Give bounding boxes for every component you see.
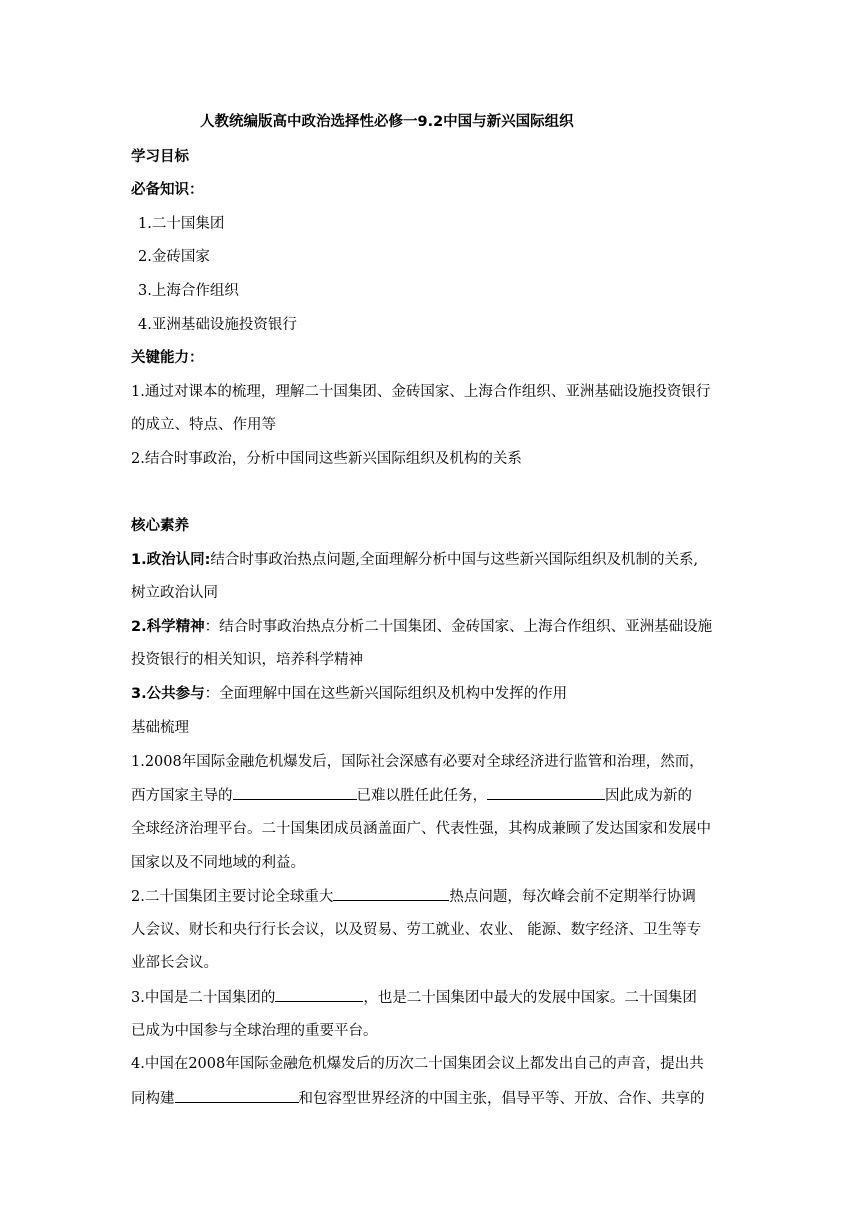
answer-blank[interactable] bbox=[275, 987, 363, 1002]
basics-heading: 基础梳理 bbox=[131, 720, 189, 736]
q3-line1 bbox=[131, 987, 731, 1008]
learning-goals-heading: 学习目标 bbox=[131, 149, 189, 165]
answer-blank[interactable] bbox=[333, 886, 449, 901]
q2-text-b: 热点问题，每次峰会前不定期举行协调 bbox=[449, 889, 696, 905]
q1-line1: 1.2008年国际金融危机爆发后，国际社会深感有必要对全球经济进行监管和治理，然而， bbox=[131, 754, 704, 770]
core-item-1-line2: 树立政治认同 bbox=[131, 585, 218, 601]
answer-blank[interactable] bbox=[233, 785, 357, 800]
knowledge-item: 4.亚洲基础设施投资银行 bbox=[138, 317, 297, 333]
abilities-heading: 关键能力： bbox=[131, 350, 204, 366]
core-item-2 bbox=[131, 617, 731, 637]
core-item-1-label: 1.政治认同: bbox=[131, 552, 211, 568]
core-item-2-label: 2.科学精神 bbox=[131, 619, 205, 635]
q1-line4: 国家以及不同地域的利益。 bbox=[131, 855, 305, 871]
answer-blank[interactable] bbox=[175, 1088, 299, 1103]
q2-line2: 人会议、财长和央行行长会议，以及贸易、劳工就业、农业、 能源、数字经济、卫生等专 bbox=[131, 922, 702, 938]
q1-text-b: 已难以胜任此任务， bbox=[356, 788, 487, 804]
q2-line1 bbox=[131, 886, 731, 907]
q1-text-a: 西方国家主导的 bbox=[131, 788, 233, 804]
core-item-1-text: 结合时事政治热点问题,全面理解分析中国与这些新兴国际组织及机制的关系, bbox=[210, 552, 699, 568]
core-literacy-heading: 核心素养 bbox=[131, 518, 189, 534]
q4-text-b: 和包容型世界经济的中国主张，倡导平等、开放、合作、共享的 bbox=[298, 1091, 705, 1107]
knowledge-item: 3.上海合作组织 bbox=[138, 283, 239, 299]
q3-text-b: ，也是二十国集团中最大的发展中国家。二十国集团 bbox=[363, 990, 697, 1006]
q3-line2: 已成为中国参与全球治理的重要平台。 bbox=[131, 1023, 378, 1039]
core-item-3-text: ：全面理解中国在这些新兴国际组织及机构中发挥的作用 bbox=[204, 686, 568, 702]
core-item-1 bbox=[131, 550, 731, 570]
q1-line3: 全球经济治理平台。二十国集团成员涵盖面广、代表性强，其构成兼顾了发达国家和发展中 bbox=[131, 821, 711, 837]
q4-line1: 4.中国在2008年国际金融危机爆发后的历次二十国集团会议上都发出自己的声音，提出共 bbox=[131, 1056, 704, 1072]
core-item-2-line2: 投资银行的相关知识，培养科学精神 bbox=[131, 652, 363, 668]
q1-line2 bbox=[131, 785, 731, 806]
knowledge-item: 2.金砖国家 bbox=[138, 249, 210, 265]
ability-item-1-line1: 1.通过对课本的梳理，理解二十国集团、金砖国家、上海合作组织、亚洲基础设施投资银行 bbox=[131, 384, 711, 400]
knowledge-item: 1.二十国集团 bbox=[138, 216, 225, 232]
answer-blank[interactable] bbox=[487, 785, 605, 800]
core-item-3 bbox=[131, 684, 731, 704]
q2-line3: 业部长会议。 bbox=[131, 955, 218, 971]
ability-item-2: 2.结合时事政治，分析中国同这些新兴国际组织及机构的关系 bbox=[131, 451, 522, 467]
ability-item-1-line2: 的成立、特点、作用等 bbox=[131, 417, 276, 433]
core-item-2-text: ：结合时事政治热点分析二十国集团、金砖国家、上海合作组织、亚洲基础设施 bbox=[204, 619, 713, 635]
document-title: 人教统编版高中政治选择性必修一9.2中国与新兴国际组织 bbox=[200, 114, 574, 130]
knowledge-heading: 必备知识： bbox=[131, 182, 204, 198]
q4-text-a: 同构建 bbox=[131, 1091, 175, 1107]
q3-text-a: 3.中国是二十国集团的 bbox=[131, 990, 276, 1006]
q2-text-a: 2.二十国集团主要讨论全球重大 bbox=[131, 889, 334, 905]
q4-line2 bbox=[131, 1088, 731, 1109]
q1-text-c: 因此成为新的 bbox=[605, 788, 692, 804]
core-item-3-label: 3.公共参与 bbox=[131, 686, 205, 702]
